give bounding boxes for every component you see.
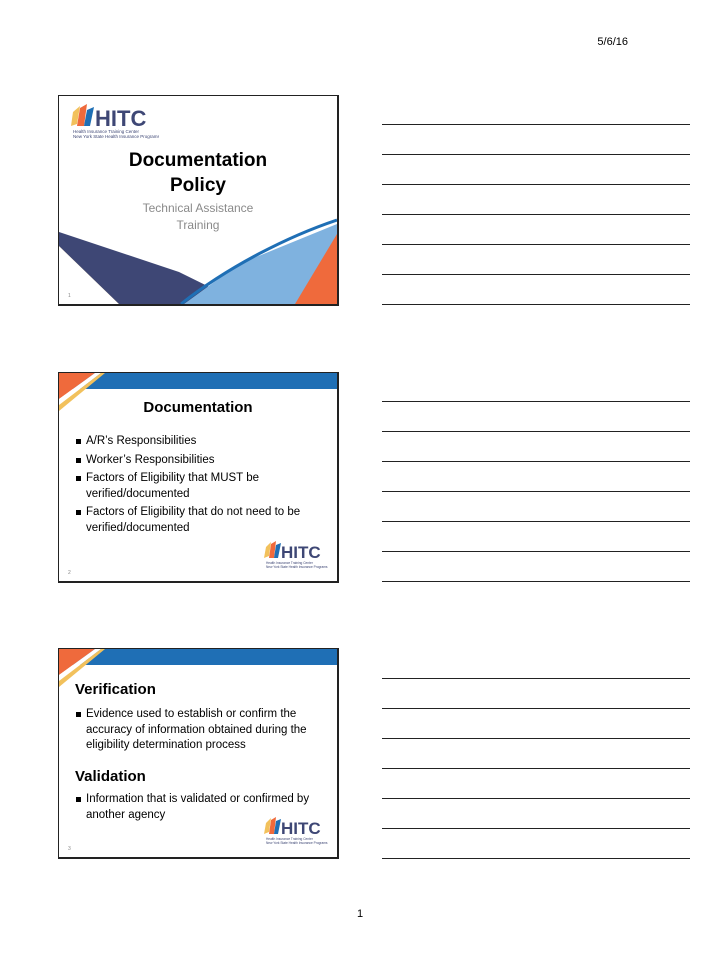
- note-line: [382, 521, 690, 522]
- slide-2-title: Documentation: [143, 399, 253, 416]
- note-line: [382, 768, 690, 769]
- title-line-2: Policy: [170, 175, 226, 196]
- page-date: 5/6/16: [597, 36, 628, 48]
- slide-number: 1: [68, 293, 71, 299]
- logo-tagline-1: Health Insurance Training Center: [266, 561, 313, 565]
- subtitle-line-1: Technical Assistance: [142, 201, 254, 215]
- note-line: [382, 798, 690, 799]
- slide-2-thumbnail: [58, 372, 339, 583]
- note-line: [382, 184, 690, 185]
- verification-bullets: [76, 707, 321, 757]
- note-line: [382, 551, 690, 552]
- logo-tagline-1: Health Insurance Training Center: [73, 129, 140, 134]
- logo-tagline-1: Health Insurance Training Center: [266, 837, 313, 841]
- hitc-logo-small: [262, 815, 328, 852]
- note-line: [382, 154, 690, 155]
- verification-heading: Verification: [75, 681, 156, 698]
- logo-tagline-2: New York State Health Insurance Programs: [266, 841, 328, 845]
- note-line: [382, 708, 690, 709]
- page-number: 1: [356, 908, 364, 920]
- slide-2-bullets: [76, 434, 316, 539]
- note-line: [382, 858, 690, 859]
- subtitle-line-2: Training: [176, 218, 220, 232]
- note-line: [382, 431, 690, 432]
- title-line-1: Documentation: [128, 150, 268, 171]
- list-item: Worker’s Responsibilities: [76, 453, 316, 469]
- list-item: Evidence used to establish or confirm the accuracy of information obtained during the eligibility determination process: [76, 707, 321, 754]
- note-line: [382, 304, 690, 305]
- validation-heading: Validation: [75, 768, 146, 785]
- list-item: Factors of Eligibility that do not need to be verified/documented: [76, 505, 316, 536]
- list-item: Information that is validated or confirmed by another agency: [76, 792, 321, 823]
- logo-tagline-2: New York State Health Insurance Programs: [73, 134, 159, 139]
- slide-3-thumbnail: [58, 648, 339, 859]
- note-line: [382, 678, 690, 679]
- note-line: [382, 244, 690, 245]
- logo-text: HITC: [95, 106, 147, 131]
- note-line: [382, 491, 690, 492]
- note-line: [382, 401, 690, 402]
- note-line: [382, 581, 690, 582]
- slide-number: 2: [68, 570, 71, 576]
- note-line: [382, 124, 690, 125]
- note-line: [382, 214, 690, 215]
- logo-text: HITC: [281, 819, 321, 838]
- note-line: [382, 828, 690, 829]
- logo-tagline-2: New York State Health Insurance Programs: [266, 565, 328, 569]
- slide-number: 3: [68, 846, 71, 852]
- note-line: [382, 738, 690, 739]
- hitc-logo-small: [262, 539, 328, 576]
- hitc-logo: [67, 102, 159, 149]
- note-line: [382, 461, 690, 462]
- list-item: Factors of Eligibility that MUST be verified/documented: [76, 471, 316, 502]
- note-line: [382, 274, 690, 275]
- slide-1-subtitle: [59, 200, 337, 234]
- slide-1-title: [59, 148, 337, 198]
- list-item: A/R’s Responsibilities: [76, 434, 316, 450]
- logo-text: HITC: [281, 543, 321, 562]
- slide-1-thumbnail: [58, 95, 339, 306]
